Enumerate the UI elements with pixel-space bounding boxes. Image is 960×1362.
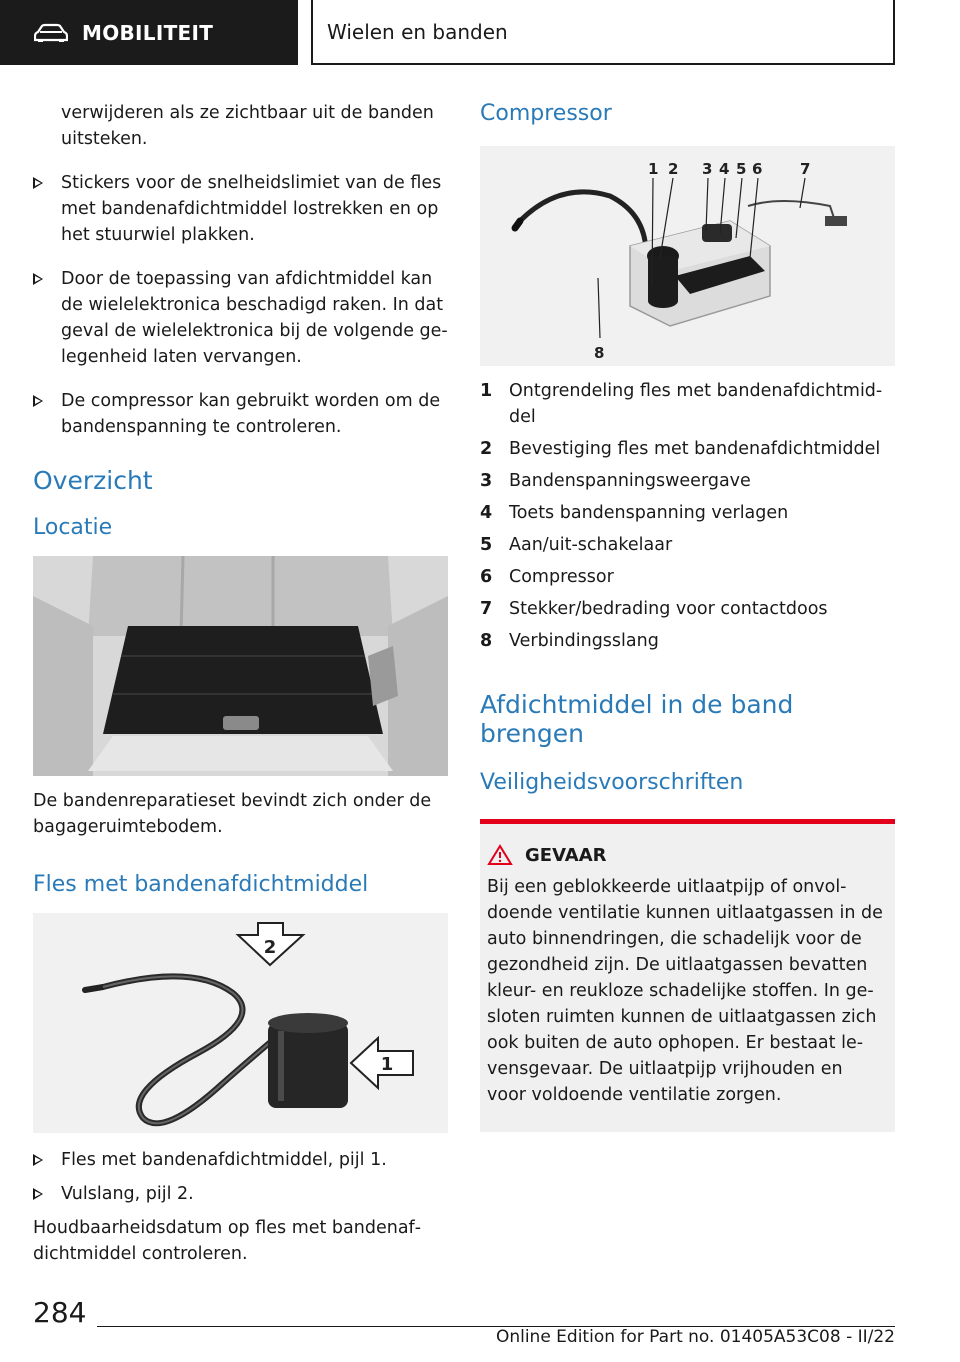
bottle-figure: [33, 913, 448, 1133]
list-item: 1 Ontgrendeling fles met bandenafdichtmid‐ del: [480, 381, 883, 427]
warning-box: [480, 819, 895, 1132]
legend-list: [480, 378, 895, 654]
list-item: 3 Bandenspanningsweergave: [480, 471, 751, 491]
warning-triangle-icon: [487, 844, 513, 866]
arrow-label-2: 2: [263, 937, 277, 958]
triangle-bullet-icon: [33, 1154, 43, 1166]
heading-overzicht: Overzicht: [33, 466, 153, 495]
list-item: 2 Bevestiging fles met bandenafdichtmiddel: [480, 439, 881, 459]
car-icon: [34, 23, 68, 43]
triangle-bullet-icon: [33, 177, 43, 189]
arrow-label-1: 1: [380, 1054, 394, 1075]
list-item: Fles met bandenafdichtmiddel, pijl 1.: [33, 1147, 448, 1173]
bottle-image: [33, 913, 448, 1133]
list-item: De compressor kan gebruikt worden om de bandenspanning te controleren.: [33, 388, 448, 440]
locatie-text: De bandenreparatieset bevindt zich onder de bagageruimtebodem.: [33, 791, 432, 837]
heading-veiligheid: Veiligheidsvoorschriften: [480, 770, 744, 795]
fles-text: Houdbaarheidsdatum op fles met bandenaf‐ dichtmiddel controleren.: [33, 1218, 422, 1264]
compressor-image: [480, 146, 895, 366]
chapter-title: Wielen en banden: [327, 19, 508, 44]
list-item: Door de toepassing van afdichtmiddel kan de wielelektronica beschadigd raken. In dat geval de wielelektronica bij de volgende ge‐ legenheid laten vervangen.: [33, 266, 448, 370]
warning-text: Bij een geblokkeerde uitlaatpijp of onvol‐ doende ventilatie kunnen uitlaatgassen in de auto binnendringen, die schadelijk voor de gezondheid zijn. De uitlaatgassen bevatten kleur- en reukloze schadelijke stoffen. In ge‐ sloten ruimten kunnen de uitlaatgassen zich ook buiten de auto ophopen. Er bestaat le‐ vensgevaar. De uitlaatpijp vrijhouden en voor voldoende ventilatie zorgen.: [487, 877, 883, 1105]
fig-label: 4: [719, 160, 730, 178]
heading-fles: Fles met bandenafdichtmiddel: [33, 872, 369, 897]
triangle-bullet-icon: [33, 1188, 43, 1200]
list-item: Stickers voor de snelheidslimiet van de fles met bandenafdichtmiddel lostrekken en op het stuurwiel plakken.: [33, 170, 448, 248]
list-item: 7 Stekker/bedrading voor contactdoos: [480, 599, 828, 619]
list-item: 5 Aan/uit-schakelaar: [480, 535, 673, 555]
edition-note: Online Edition for Part no. 01405A53C08 - II/22: [495, 1327, 895, 1347]
list-item: 6 Compressor: [480, 567, 614, 587]
list-item: 8 Verbindingsslang: [480, 631, 659, 651]
section-title: MOBILITEIT: [82, 20, 214, 45]
triangle-bullet-icon: [33, 395, 43, 407]
fig-label: 7: [800, 160, 811, 178]
fig-label: 1: [648, 160, 659, 178]
section-tab: [0, 0, 298, 65]
fig-label: 5: [736, 160, 747, 178]
list-item: 4 Toets bandenspanning verlagen: [480, 503, 789, 523]
fig-label: 8: [594, 344, 605, 362]
fig-label: 2: [668, 160, 679, 178]
left-column: [33, 100, 448, 1267]
triangle-bullet-icon: [33, 273, 43, 285]
heading-compressor: Compressor: [480, 101, 612, 126]
warning-header: [487, 844, 887, 866]
list-item: Vulslang, pijl 2.: [33, 1181, 448, 1207]
heading-afdichtmiddel: Afdichtmiddel in de band brengen: [480, 690, 794, 748]
fig-label: 6: [752, 160, 763, 178]
page-number: 284: [33, 1296, 87, 1329]
right-column: [480, 100, 895, 1132]
bullet-continuation: verwijderen als ze zichtbaar uit de banden uitsteken.: [61, 103, 434, 149]
compressor-figure: [480, 146, 895, 366]
warning-title: GEVAAR: [525, 844, 607, 866]
heading-locatie: Locatie: [33, 515, 113, 540]
chapter-header: [311, 0, 895, 65]
trunk-image: [33, 556, 448, 776]
trunk-photo: [33, 556, 448, 776]
fig-label: 3: [702, 160, 713, 178]
